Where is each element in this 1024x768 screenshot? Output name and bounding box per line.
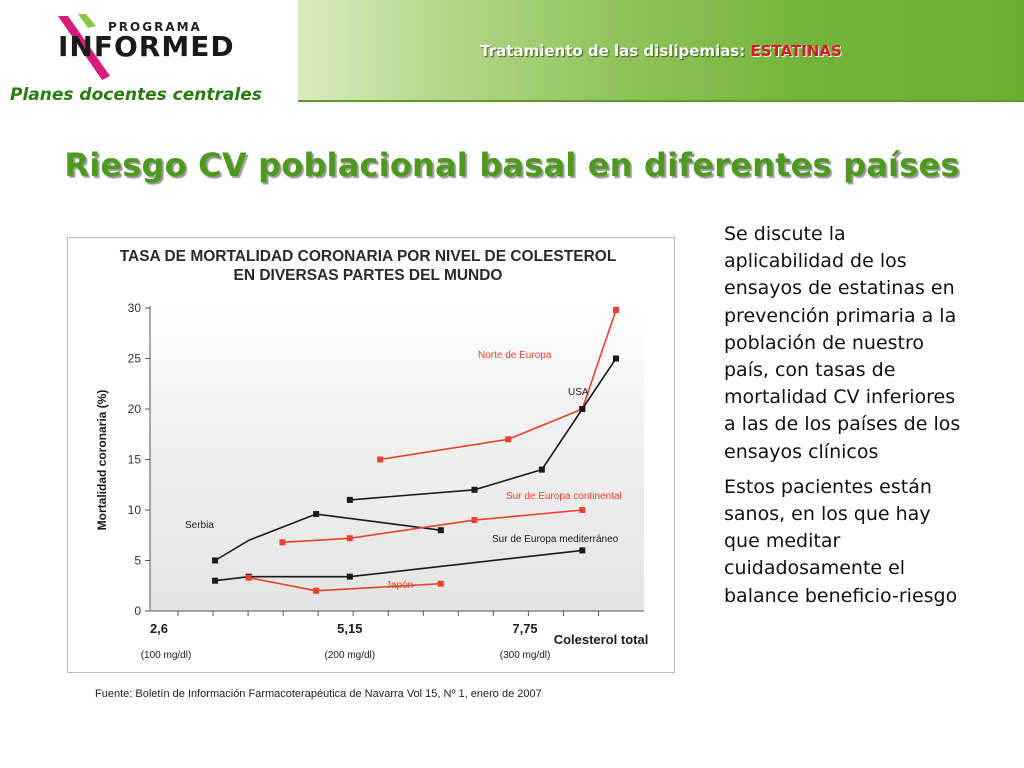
data-point [438,527,444,533]
data-point [471,517,477,523]
logo-programa-text: PROGRAMA [108,20,202,34]
y-tick-label: 30 [127,301,141,315]
logo-informed-text: INFORMED [58,30,235,63]
series-label: Japón [386,580,414,591]
data-point [347,497,353,503]
series-label: Norte de Europa [478,350,552,361]
series-label: Serbia [185,520,214,531]
x-tick-label: 7,75 [512,621,538,636]
header-logo-area [0,0,298,110]
data-point [613,307,619,313]
header-band [298,0,1024,102]
series-label: Sur de Europa mediterráneo [492,534,619,545]
data-point [579,547,585,553]
x-tick-label: 5,15 [337,621,363,636]
data-point [579,406,585,412]
data-point [212,558,218,564]
slide-title: Riesgo CV poblacional basal en diferentes países [64,146,960,184]
mortality-chart [68,238,674,672]
y-tick-label: 25 [127,351,141,366]
data-point [246,575,252,581]
header-title-prefix: Tratamiento de las dislipemias: [480,42,751,60]
side-paragraph-1: Se discute la aplicabilidad de los ensayos de estatinas en prevención primaria a la población de nuestro país, con tasas de mortalidad CV inferiores a las de los países de los ensayos clínicos [724,223,961,463]
data-point [539,467,545,473]
chart-title-line1: TASA DE MORTALIDAD CORONARIA POR NIVEL DE COLESTEROL [119,248,617,265]
y-tick-label: 10 [127,503,141,517]
x-tick-sublabel: (200 mg/dl) [324,650,376,661]
programa-informed-logo [58,14,258,84]
y-axis-label: Mortalidad coronaria (%) [95,389,109,531]
header-rule [298,100,1024,102]
side-text-block [724,221,964,618]
data-point [313,588,319,594]
source-citation: Fuente: Boletín de Información Farmacoterapéutica de Navarra Vol 15, Nº 1, enero de 2007 [95,688,542,700]
header-subtitle: Planes docentes centrales [10,85,262,105]
x-tick-label: 2,6 [149,621,169,636]
x-tick-sublabel: (100 mg/dl) [140,650,192,661]
data-point [505,436,511,442]
data-point [377,457,383,463]
chart-frame [67,237,675,673]
header-title-accent: ESTATINAS [750,42,842,60]
data-point [471,487,477,493]
data-point [438,581,444,587]
x-tick-sublabel: (300 mg/dl) [499,650,551,661]
series-label: Sur de Europa continental [506,491,622,502]
series-label: USA [568,387,589,398]
side-paragraph-2: Estos pacientes están sanos, en los que hay que meditar cuidadosamente el balance beneficio-riesgo [724,475,958,607]
data-point [313,511,319,517]
y-tick-label: 5 [134,553,141,568]
data-point [279,539,285,545]
data-point [347,574,353,580]
y-tick-label: 15 [127,452,141,467]
header-title [298,42,1024,60]
data-point [212,578,218,584]
y-tick-label: 20 [127,402,141,416]
y-tick-label: 0 [134,604,141,618]
data-point [347,535,353,541]
data-point [613,356,619,362]
chart-title-line2: EN DIVERSAS PARTES DEL MUNDO [233,267,503,284]
plot-background [150,308,644,611]
data-point [579,507,585,513]
x-axis-label: Colesterol total [553,632,649,647]
